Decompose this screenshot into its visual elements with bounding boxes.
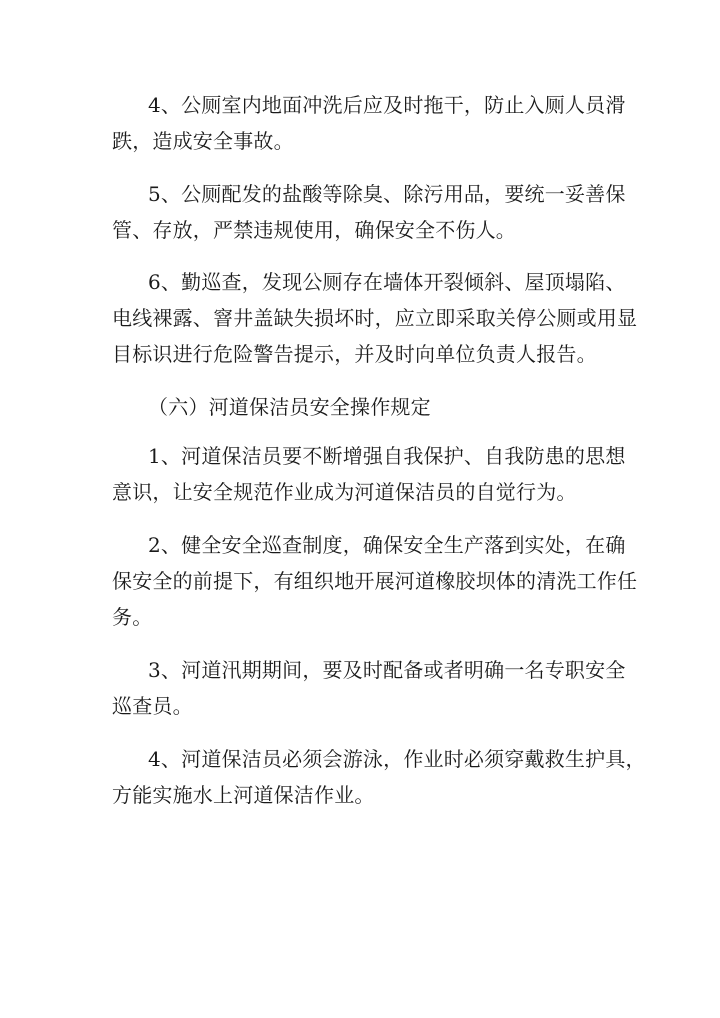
paragraph-inspection — [112, 264, 638, 372]
paragraph-line: 2、健全安全巡查制度，确保安全生产落到实处，在确 — [148, 533, 626, 557]
paragraph-line: 3、河道汛期期间，要及时配备或者明确一名专职安全 — [148, 658, 626, 682]
paragraph-line: 意识，让安全规范作业成为河道保洁员的自觉行为。 — [112, 480, 577, 504]
paragraph-toilet-floor — [112, 87, 626, 159]
section-heading-text: （六）河道保洁员安全操作规定 — [148, 395, 431, 419]
paragraph-line: 目标识进行危险警告提示，并及时向单位负责人报告。 — [112, 342, 597, 366]
paragraph-line: 1、河道保洁员要不断增强自我保护、自我防患的思想 — [148, 444, 626, 468]
paragraph-line: 方能实施水上河道保洁作业。 — [112, 783, 375, 807]
paragraph-line: 跌，造成安全事故。 — [112, 129, 294, 153]
paragraph-line: 4、河道保洁员必须会游泳，作业时必须穿戴救生护具， — [148, 747, 646, 771]
paragraph-self-protection — [112, 438, 626, 510]
paragraph-line: 6、勤巡查，发现公厕存在墙体开裂倾斜、屋顶塌陷、 — [148, 270, 626, 294]
paragraph-cleaning-supplies — [112, 176, 626, 248]
paragraph-line: 务。 — [112, 605, 153, 629]
paragraph-line: 4、公厕室内地面冲洗后应及时拖干，防止入厕人员滑 — [148, 93, 626, 117]
section-heading — [112, 389, 610, 425]
paragraph-flood-season — [112, 652, 626, 724]
paragraph-line: 电线裸露、窨井盖缺失损坏时，应立即采取关停公厕或用显 — [112, 306, 638, 330]
paragraph-line: 保安全的前提下，有组织地开展河道橡胶坝体的清洗工作任 — [112, 569, 638, 593]
paragraph-line: 巡查员。 — [112, 694, 193, 718]
paragraph-patrol-system — [112, 527, 638, 635]
paragraph-line: 管、存放，严禁违规使用，确保安全不伤人。 — [112, 218, 516, 242]
paragraph-swimming — [112, 741, 646, 813]
paragraph-line: 5、公厕配发的盐酸等除臭、除污用品，要统一妥善保 — [148, 182, 626, 206]
